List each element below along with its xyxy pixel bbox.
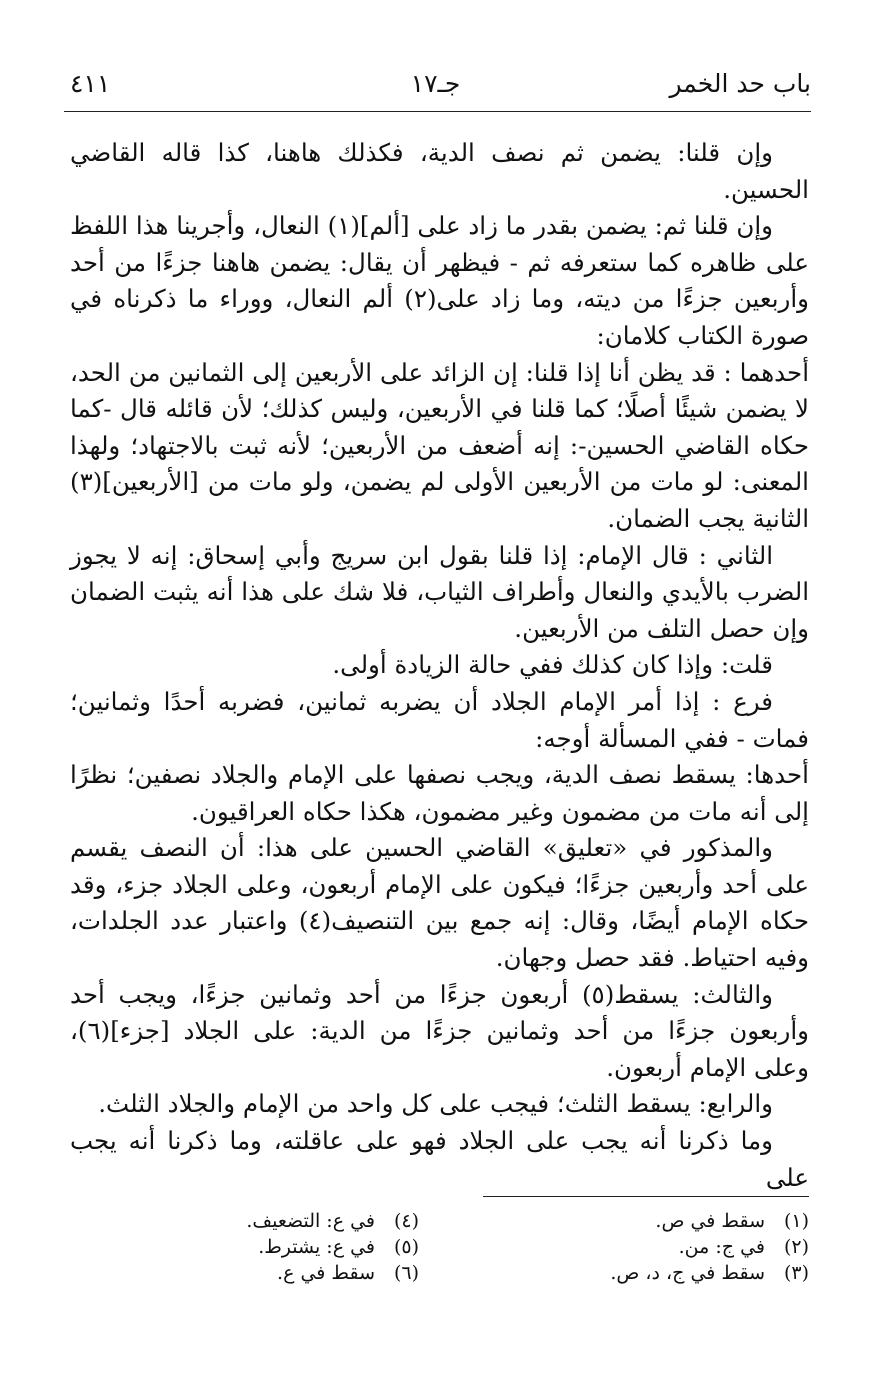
running-header [60,64,811,108]
footnote-rule [483,1196,809,1197]
footnote-number: (٤) [393,1210,419,1232]
footnote [69,1234,419,1260]
footnote [69,1260,419,1286]
footnote [459,1208,809,1234]
footnote-number: (٢) [783,1236,809,1258]
footnote-number: (٣) [783,1262,809,1284]
main-text [70,135,809,1196]
paragraph: وإن قلنا ثم: يضمن بقدر ما زاد على [ألم](١) النعال، وأجرينا هذا اللفظ على ظاهره كما ستعرفه ثم - فيظهر أن يقال: يضمن هاهنا جزءًا من أحد وأربعين جزءًا من ديته، وما زاد على(٢) ألم النعال، ووراء ما ذكرناه في صورة الكتاب كلامان: [70,211,809,350]
footnote-text: في ج: من. [678,1236,765,1258]
footnote-column-left [69,1208,419,1286]
chapter-title: باب حد الخمر [669,69,811,98]
paragraph: الثاني : قال الإمام: إذا قلنا بقول ابن سريج وأبي إسحاق: إنه لا يجوز الضرب بالأيدي والنعال وأطراف الثياب، فلا شك على هذا أنه يثبت الضمان وإن حصل التلف من الأربعين. [70,540,809,643]
paragraph: أحدها: يسقط نصف الدية، ويجب نصفها على الإمام والجلاد نصفين؛ نظرًا إلى أنه مات من مضمون وغير مضمون، هكذا حكاه العراقيون. [70,760,809,826]
footnote-number: (٥) [393,1236,419,1258]
footnote-text: سقط في ع. [277,1262,375,1284]
paragraph: أحدهما : قد يظن أنا إذا قلنا: إن الزائد على الأربعين إلى الثمانين من الحد، لا يضمن شيئًا أصلًا؛ كما قلنا في الأربعين، وليس كذلك؛ لأن قائله قال -كما حكاه القاضي الحسين-: إنه أضعف من الأربعين؛ لأنه ثبت بالاجتهاد؛ ولهذا المعنى: لو مات من الأربعين الأولى لم يضمن، ولو مات من [الأربعين](٣) الثانية يجب الضمان. [70,357,809,533]
paragraph: قلت: وإذا كان كذلك ففي حالة الزيادة أولى. [332,650,773,680]
footnote-text: سقط في ص. [655,1210,765,1232]
footnote [69,1208,419,1234]
paragraph: وما ذكرنا أنه يجب على الجلاد فهو على عاقلته، وما ذكرنا أنه يجب على [70,1126,809,1192]
header-rule [64,111,811,112]
footnote-number: (٦) [393,1262,419,1284]
volume-label: جـ١٧ [410,69,461,98]
paragraph: فرع : إذا أمر الإمام الجلاد أن يضربه ثمانين، فضربه أحدًا وثمانين؛ فمات - ففي المسألة أوجه: [70,686,809,753]
paragraph: والرابع: يسقط الثلث؛ فيجب على كل واحد من الإمام والجلاد الثلث. [98,1089,773,1119]
paragraph: والثالث: يسقط(٥) أربعون جزءًا من أحد وثمانين جزءًا، ويجب أحد وأربعون جزءًا من أحد وثمانين جزءًا من الدية: على الجلاد [جزء](٦)، وعلى الإمام أربعون. [70,979,809,1082]
footnote-number: (١) [783,1210,809,1232]
page-number: ٤١١ [70,69,111,98]
footnote [459,1260,809,1286]
footnote [459,1234,809,1260]
footnote-text: في ع: التضعيف. [246,1210,375,1232]
footnote-text: في ع: يشترط. [258,1236,375,1258]
footnote-column-right [459,1208,809,1286]
paragraph: وإن قلنا: يضمن ثم نصف الدية، فكذلك هاهنا، كذا قاله القاضي الحسين. [70,138,809,204]
paragraph: والمذكور في «تعليق» القاضي الحسين على هذا: أن النصف يقسم على أحد وأربعين جزءًا؛ فيكون على الإمام أربعون، وعلى الجلاد جزء، وقد حكاه الإمام أيضًا، وقال: إنه جمع بين التنصيف(٤) واعتبار عدد الجلدات، وفيه احتياط. فقد حصل وجهان. [70,833,809,973]
footnote-text: سقط في ج، د، ص. [610,1262,765,1284]
